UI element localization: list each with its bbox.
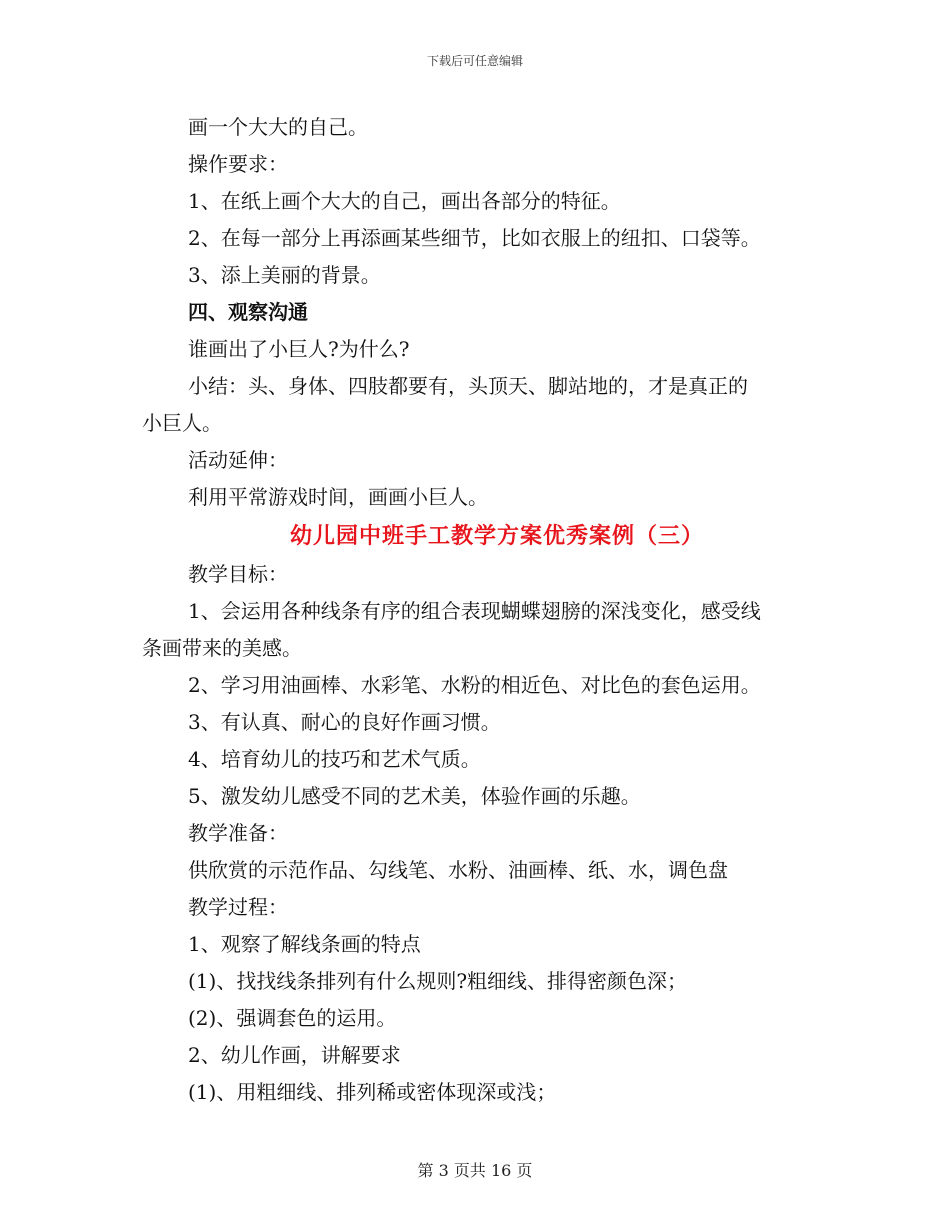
list-item: 4、培育幼儿的技巧和艺术气质。 (188, 747, 481, 771)
paragraph: 谁画出了小巨人?为什么? (188, 337, 410, 361)
paragraph: 活动延伸： (188, 448, 288, 472)
paragraph: 教学准备： (188, 821, 288, 845)
list-item: 2、在每一部分上再添画某些细节，比如衣服上的纽扣、口袋等。 (188, 226, 761, 250)
list-item: 2、学习用油画棒、水彩笔、水粉的相近色、对比色的套色运用。 (188, 673, 761, 697)
paragraph-continuation: 条画带来的美感。 (142, 636, 302, 660)
list-item: 1、会运用各种线条有序的组合表现蝴蝶翅膀的深浅变化，感受线 (188, 599, 761, 623)
paragraph: 教学过程： (188, 895, 288, 919)
page-header: 下载后可任意编辑 (426, 54, 523, 68)
paragraph: 画一个大大的自己。 (188, 115, 368, 139)
list-item: 3、有认真、耐心的良好作画习惯。 (188, 710, 501, 734)
list-item: (1)、用粗细线、排列稀或密体现深或浅； (188, 1080, 557, 1104)
document-body (142, 109, 822, 1111)
list-item: (2)、强调套色的运用。 (188, 1006, 397, 1030)
paragraph: 小结：头、身体、四肢都要有，头顶天、脚站地的，才是真正的 (188, 374, 748, 398)
list-item: 1、观察了解线条画的特点 (188, 932, 421, 956)
list-item: 5、激发幼儿感受不同的艺术美，体验作画的乐趣。 (188, 784, 641, 808)
paragraph: 操作要求： (188, 152, 288, 176)
document-title: 幼儿园中班手工教学方案优秀案例（三） (289, 523, 704, 549)
list-item: 2、幼儿作画，讲解要求 (188, 1043, 401, 1067)
paragraph-continuation: 小巨人。 (142, 411, 222, 435)
section-heading: 四、观察沟通 (188, 300, 308, 324)
paragraph: 供欣赏的示范作品、勾线笔、水粉、油画棒、纸、水，调色盘 (188, 858, 728, 882)
paragraph: 利用平常游戏时间，画画小巨人。 (188, 485, 488, 509)
list-item: 1、在纸上画个大大的自己，画出各部分的特征。 (188, 189, 621, 213)
page-footer: 第 3 页共 16 页 (417, 1161, 533, 1180)
paragraph: 教学目标： (188, 562, 288, 586)
list-item: 3、添上美丽的背景。 (188, 263, 381, 287)
list-item: (1)、找找线条排列有什么规则?粗细线、排得密颜色深； (188, 969, 688, 993)
